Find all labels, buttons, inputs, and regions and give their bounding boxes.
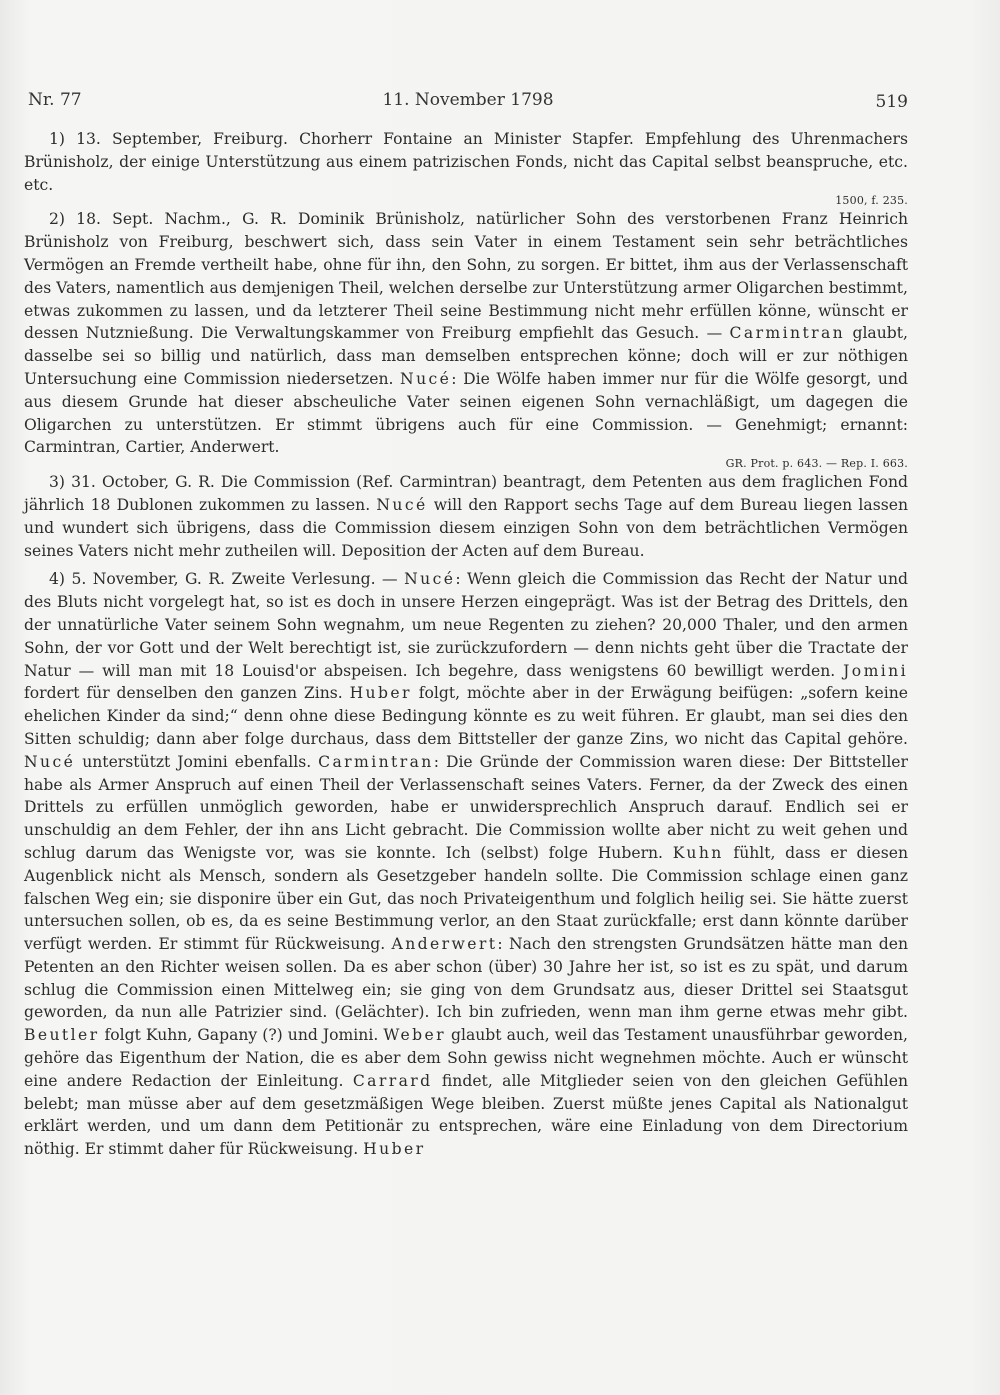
speaker-name: Carrard — [352, 1071, 433, 1090]
source-reference: GR. Prot. p. 643. — Rep. I. 663. — [725, 457, 908, 471]
paragraph-text: folgt, möchte aber in der Erwägung beifügen: „sofern keine ehelichen Kinder da sind;“ denn ohne diese Bedingung könnte es zu weit führen. Er glaubt, man sei dies den Sitten schuldig; dann aber folge durchaus, dass dem Bittsteller der ganze Zins, wo nicht das Capital gehöre. — [24, 684, 908, 748]
paragraph-text: glaubt, dasselbe sei so billig und natürlich, dass man demselben entsprechen könne; doch will er zur nöthigen Untersuchung eine Commission niedersetzen. — [24, 324, 908, 388]
paragraph-label: 3) — [48, 473, 65, 492]
paragraph-text: : Die Gründe der Commission waren diese: Der Bittsteller habe als Armer Anspruch auf einen Theil der Verlassenschaft seines Vaters. Ferner, da der Zweck des einen Drittels zu erfüllen unmöglich geworden, habe er unwidersprechlich Anspruch darauf. Endlich sei er unschuldig an dem Fehler, der ihn ans Licht gebracht. Die Commission wollte aber nicht zu weit gehen und schlug darum das Wenigste vor, was sie konnte. Ich (selbst) folge Hubern. — [24, 752, 908, 862]
speaker-name: Weber — [383, 1026, 446, 1045]
speaker-name: Jomini — [843, 661, 908, 680]
speaker-name: Huber — [349, 684, 412, 703]
speaker-name: Carmintran — [729, 324, 846, 343]
speaker-name: Nucé — [400, 369, 452, 388]
paragraph-text: : Die Wölfe haben immer nur für die Wölfe gesorgt, und aus diesem Grunde hat dieser abscheuliche Vater seinen eigenen Sohn vernachläßigt, um dagegen die Oligarchen zu unterstützen. Er stimmt übrigens auch für eine Commission. — Genehmigt; ernannt: Carmintran, Cartier, Anderwert. — [24, 369, 908, 457]
speaker-name: Nucé — [376, 495, 428, 514]
speaker-name: Beutler — [24, 1026, 100, 1045]
paragraph-text: 18. Sept. Nachm., G. R. Dominik Brünisholz, natürlicher Sohn des verstorbenen Franz Heinrich Brünisholz von Freiburg, beschwert sich, dass sein Vater in einem Testament sein sehr beträchtliches Vermögen an Fremde vertheilt habe, ohne für ihn, den Sohn, zu sorgen. Er bittet, ihm aus der Verlassenschaft des Vaters, namentlich aus demjenigen Theil, welchen derselbe zur Unterstützung armer Oligarchen bestimmt, etwas zukommen zu lassen, und da letzterer Theil seine Bestimmung nicht mehr erfüllen könne, wünscht er dessen Nutznießung. Die Verwaltungskammer von Freiburg empfiehlt das Gesuch. — — [24, 210, 908, 343]
paragraph-text: will den Rapport sechs Tage auf dem Bureau liegen lassen und wundert sich übrigens, dass die Commission diesem einzigen Sohn von dem beträchtlichen Vermögen seines Vaters nicht mehr zutheilen will. Deposition der Acten auf dem Bureau. — [24, 495, 908, 560]
speaker-name: Nucé — [404, 570, 456, 589]
document-body — [24, 128, 908, 1167]
document-number: Nr. 77 — [28, 90, 82, 110]
paragraph-text: fühlt, dass er diesen Augenblick nicht als Mensch, sondern als Gesetzgeber handeln sollte. Die Commission schlage einen ganz falschen Weg ein; sie disponire über ein Gut, das noch Privateigenthum und folglich heilig sei. Sie hätte zuerst untersuchen sollen, ob es, da es seine Bestimmung verlor, an den Staat zurückfalle; erst dann könnte darüber verfügt werden. Er stimmt für Rückweisung. — [24, 843, 908, 954]
paragraph-label: 2) — [48, 210, 65, 229]
paragraph-1 — [24, 128, 908, 196]
paragraph-text: glaubt auch, weil das Testament unausführbar geworden, gehöre das Eigenthum der Nation, die es aber dem Sohn gewiss nicht wegnehmen möchte. Auch er wünscht eine andere Redaction der Einleitung. — [24, 1026, 908, 1090]
paragraph-text: folgt Kuhn, Gapany (?) und Jomini. — [99, 1026, 384, 1045]
paragraph-text: : Wenn gleich die Commission das Recht der Natur und des Bluts nicht vorgelegt hat, so ist es doch in unsere Herzen eingeprägt. Was ist der Betrag des Drittels, den der unnatürliche Vater seinem Sohn wegnahm, um neue Regenten zu ziehen? 20,000 Thaler, und den armen Sohn, der vor Gott und der Welt berechtigt ist, sie zurückzufordern — denn nichts geht über die Tractate der Natur — will man mit 18 Louisd'or abspeisen. Ich begehre, dass wenigstens 60 bewilligt werden. — [24, 570, 908, 680]
source-reference: 1500, f. 235. — [835, 194, 908, 208]
paragraph-label: 4) — [48, 570, 65, 589]
document-date: 11. November 1798 — [382, 90, 554, 110]
page-number: 519 — [875, 92, 908, 112]
paragraph-text: 13. September, Freiburg. Chorherr Fontaine an Minister Stapfer. Empfehlung des Uhrenmachers Brünisholz, der einige Unterstützung aus einem patrizischen Fonds, nicht das Capital selbst beanspruche, etc. etc. — [24, 130, 908, 194]
paragraph-text: fordert für denselben den ganzen Zins. — [24, 684, 350, 703]
paragraph-4 — [24, 568, 908, 1161]
speaker-name: Carmintran — [318, 752, 434, 771]
speaker-name: Huber — [363, 1140, 426, 1159]
paragraph-gap — [24, 1161, 908, 1167]
paragraph-label: 1) — [48, 130, 65, 148]
speaker-name: Nucé — [24, 752, 76, 771]
speaker-name: Anderwert — [391, 935, 498, 954]
paragraph-text: 31. October, G. R. Die Commission (Ref. Carmintran) beantragt, dem Petenten aus dem fraglichen Fond jährlich 18 Dublonen zukommen zu lassen. — [24, 473, 908, 514]
paragraph-3 — [24, 471, 908, 562]
paragraph-2 — [24, 208, 908, 459]
speaker-name: Kuhn — [672, 843, 724, 862]
paragraph-text: : Nach den strengsten Grundsätzen hätte man den Petenten an den Richter weisen sollen. Da es aber schon (über) 30 Jahre her ist, so ist es zu spät, und darum schlug die Commission einen Mittelweg ein; sie ging von dem Grundsatz aus, dieser Drittel sei Staatsgut geworden, da nun alle Patrizier sind. (Gelächter). Ich bin zufrieden, wenn man ihm gerne etwas mehr gibt. — [24, 935, 908, 1022]
paragraph-text: findet, alle Mitglieder seien von den gleichen Gefühlen belebt; man müsse aber auf dem gesetzmäßigen Wege bleiben. Zuerst müßte jenes Capital als Nationalgut erklärt werden, und um dann dem Petitionär zu entsprechen, wäre eine Einladung von dem Directorium nöthig. Er stimmt daher für Rückweisung. — [24, 1071, 908, 1159]
paragraph-text: unterstützt Jomini ebenfalls. — [75, 752, 319, 771]
paragraph-text: 5. November, G. R. Zweite Verlesung. — — [71, 570, 405, 589]
page-header — [28, 90, 908, 114]
